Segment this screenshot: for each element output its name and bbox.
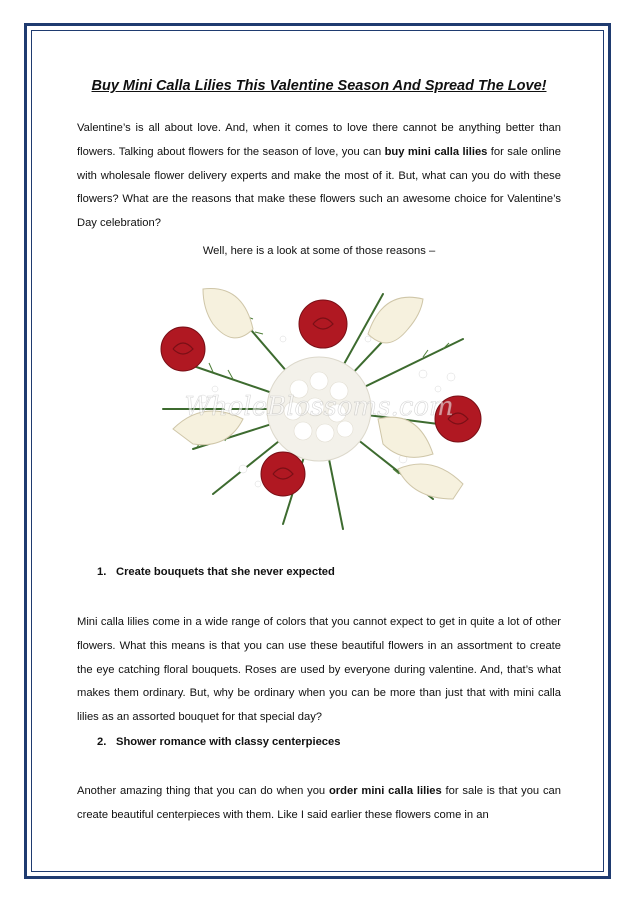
bouquet-icon <box>133 279 505 534</box>
section-1-heading: 1. Create bouquets that she never expected <box>97 566 335 578</box>
bouquet-image <box>133 279 505 534</box>
section-1-body: Mini calla lilies come in a wide range of colors that you cannot expect to get in quite a lot of other flowers. What this means is that you can use these beautiful flowers in an assortment to create the eye catching floral bouquets. Roses are used by everyone during valentine. And, that’s what makes them ordinary. But, why be ordinary when you can be more than just that with mini calla lilies as an assorted bouquet for that special day? <box>77 616 561 724</box>
section-2-keyword: order mini calla lilies <box>328 785 442 797</box>
intro-keyword: buy mini calla lilies <box>384 145 488 158</box>
image-watermark: WholeBlossoms.com <box>184 392 454 422</box>
lead-in-line: Well, here is a look at some of those reasons – <box>202 245 436 257</box>
section-2-heading: 2. Shower romance with classy centerpieces <box>97 736 341 748</box>
document-title: Buy Mini Calla Lilies This Valentine Season And Spread The Love! <box>91 78 547 94</box>
intro-paragraph: Valentine’s is all about love. And, when it comes to love there cannot be anything better than flowers. Talking about flowers for the season of love, you can buy mini calla lilies for sale online with wholesale flower delivery experts and make the most of it. But, what can you do with these flowers? What are the reasons that make these flowers such an awesome choice for Valentine’s Day celebration? <box>77 122 561 230</box>
section-2-body: Another amazing thing that you can do when you order mini calla lilies for sale is that you can create beautiful centerpieces with them. Like I said earlier these flowers come in an <box>77 785 561 821</box>
